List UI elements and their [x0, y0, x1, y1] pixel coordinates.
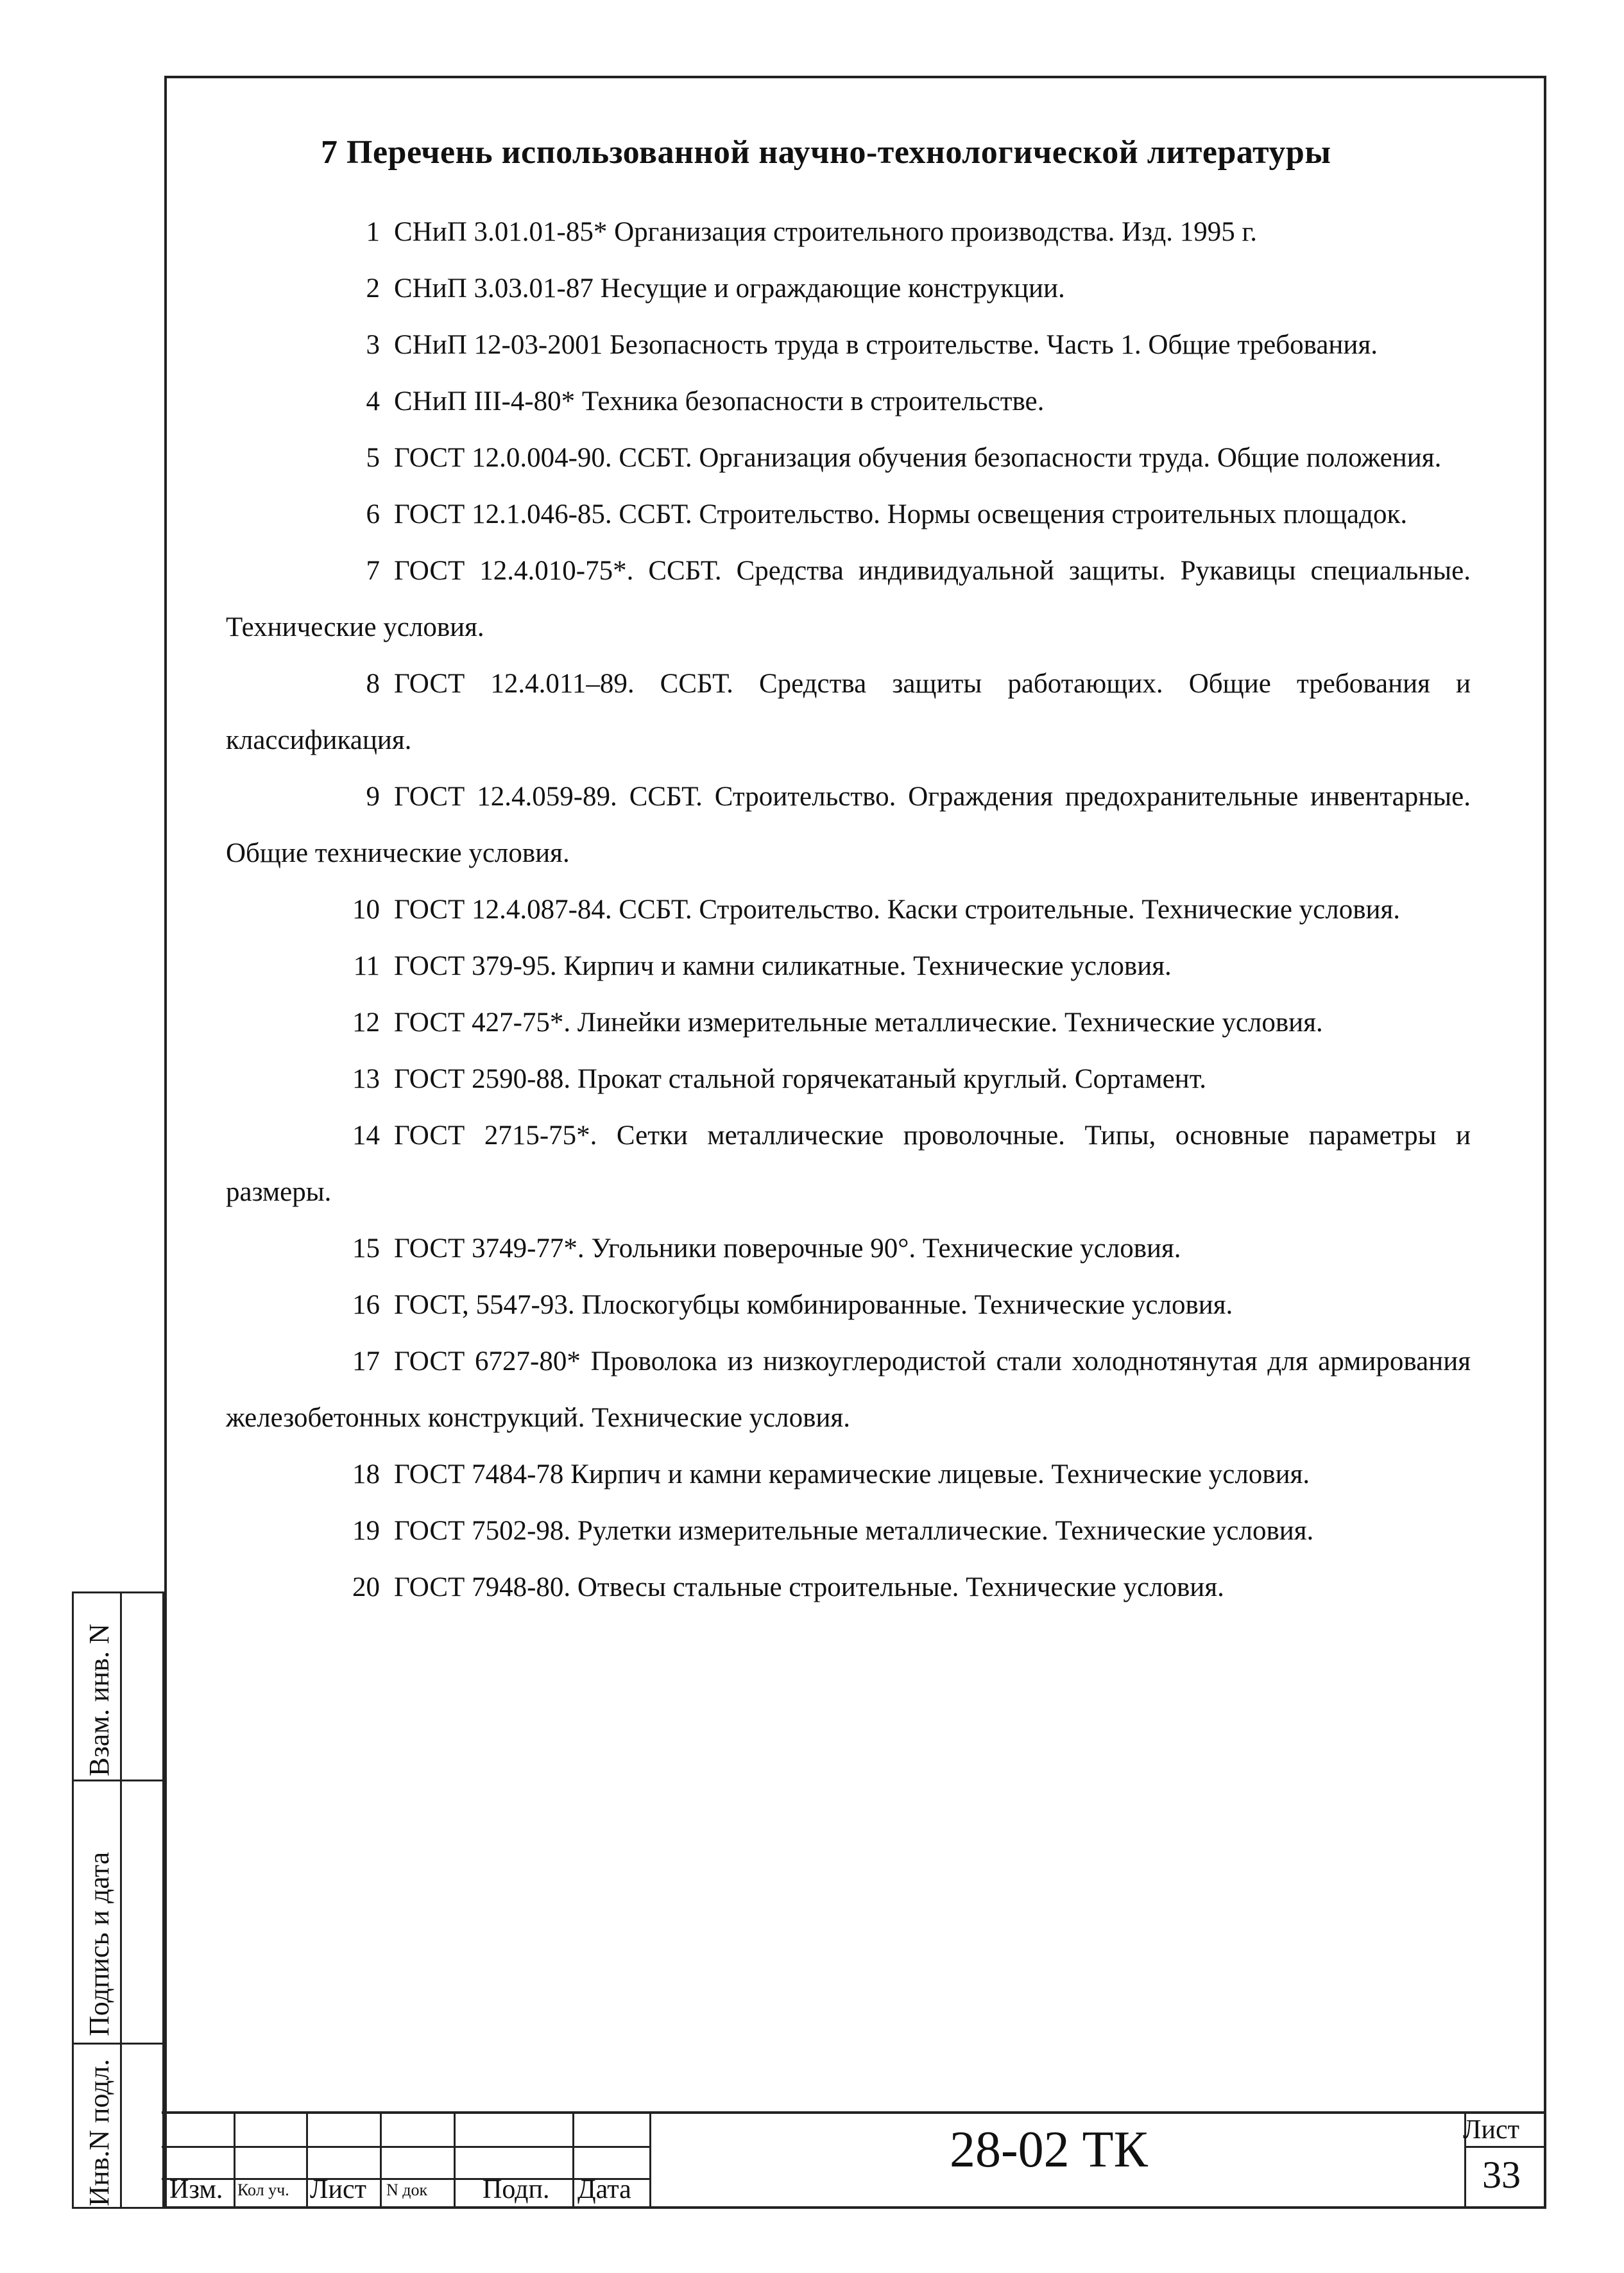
- n-dok-label: N док: [386, 2181, 428, 2199]
- vzam-inv-label: Взам. инв. N: [83, 1624, 115, 1776]
- reference-text: ГОСТ 12.4.059-89. ССБТ. Строительство. Ограждения предохранительные инвентарные. Общие технические условия.: [226, 782, 1471, 868]
- reference-number: 2: [366, 273, 380, 304]
- reference-item: [226, 317, 1471, 373]
- reference-item: [226, 486, 1471, 543]
- reference-text: ГОСТ, 5547-93. Плоскогубцы комбинированные. Технические условия.: [394, 1290, 1233, 1320]
- kol-uch-label: Кол уч.: [237, 2181, 289, 2199]
- binding-strip: [72, 1591, 164, 2209]
- reference-text: ГОСТ 3749-77*. Угольники поверочные 90°. Технические условия.: [394, 1233, 1181, 1264]
- reference-item: [226, 1051, 1471, 1108]
- reference-item: [226, 1503, 1471, 1559]
- reference-item: [226, 656, 1471, 769]
- reference-item: [226, 938, 1471, 995]
- reference-text: ГОСТ 7502-98. Рулетки измерительные металлические. Технические условия.: [394, 1516, 1314, 1546]
- reference-number: 3: [366, 330, 380, 360]
- reference-number: 5: [366, 443, 380, 473]
- reference-number: 4: [366, 386, 380, 416]
- reference-item: [226, 1108, 1471, 1221]
- reference-number: 7: [366, 556, 380, 586]
- reference-number: 12: [352, 1008, 380, 1038]
- reference-text: ГОСТ 7948-80. Отвесы стальные строительные. Технические условия.: [394, 1572, 1224, 1602]
- reference-number: 17: [352, 1346, 380, 1377]
- reference-item: [226, 1334, 1471, 1446]
- reference-number: 13: [352, 1064, 380, 1094]
- reference-number: 19: [352, 1516, 380, 1546]
- reference-item: [226, 1446, 1471, 1503]
- reference-item: [226, 1221, 1471, 1277]
- reference-text: СНиП 12-03-2001 Безопасность труда в строительстве. Часть 1. Общие требования.: [394, 330, 1378, 360]
- reference-item: [226, 1277, 1471, 1334]
- reference-number: 11: [353, 951, 380, 981]
- reference-item: [226, 430, 1471, 486]
- reference-number: 6: [366, 499, 380, 529]
- reference-text: ГОСТ 12.4.010-75*. ССБТ. Средства индивидуальной защиты. Рукавицы специальные. Технические условия.: [226, 556, 1471, 642]
- inv-podl-label: Инв.N подл.: [83, 2059, 115, 2206]
- reference-text: СНиП 3.01.01-85* Организация строительного производства. Изд. 1995 г.: [394, 217, 1258, 247]
- reference-number: 20: [352, 1572, 380, 1602]
- sheet-label: Лист: [1463, 2115, 1519, 2145]
- title-block: [162, 2111, 1546, 2209]
- reference-item: [226, 204, 1471, 261]
- list-label: Лист: [310, 2175, 366, 2204]
- reference-item: [226, 882, 1471, 938]
- reference-text: ГОСТ 7484-78 Кирпич и камни керамические лицевые. Технические условия.: [394, 1459, 1310, 1489]
- reference-number: 8: [366, 669, 380, 699]
- reference-text: ГОСТ 2715-75*. Сетки металлические проволочные. Типы, основные параметры и размеры.: [226, 1120, 1471, 1207]
- reference-list: [226, 204, 1471, 1616]
- reference-number: 10: [352, 895, 380, 925]
- reference-text: ГОСТ 12.1.046-85. ССБТ. Строительство. Нормы освещения строительных площадок.: [394, 499, 1408, 529]
- section-heading: 7 Перечень использованной научно-технологической литературы: [321, 134, 1331, 171]
- reference-text: ГОСТ 427-75*. Линейки измерительные металлические. Технические условия.: [394, 1008, 1323, 1038]
- reference-number: 18: [352, 1459, 380, 1489]
- reference-item: [226, 543, 1471, 656]
- reference-number: 14: [352, 1120, 380, 1151]
- reference-text: ГОСТ 12.4.011–89. ССБТ. Средства защиты работающих. Общие требования и классификация.: [226, 669, 1471, 755]
- reference-item: [226, 373, 1471, 430]
- sheet-number: 33: [1482, 2154, 1521, 2196]
- reference-number: 9: [366, 782, 380, 812]
- reference-item: [226, 1559, 1471, 1616]
- reference-number: 15: [352, 1233, 380, 1264]
- podp-label: Подп.: [483, 2175, 550, 2204]
- reference-text: ГОСТ 6727-80* Проволока из низкоуглеродистой стали холоднотянутая для армирования железобетонных конструкций. Технические условия.: [226, 1346, 1471, 1433]
- reference-text: ГОСТ 379-95. Кирпич и камни силикатные. Технические условия.: [394, 951, 1172, 981]
- reference-item: [226, 769, 1471, 882]
- reference-text: ГОСТ 12.4.087-84. ССБТ. Строительство. Каски строительные. Технические условия.: [394, 895, 1401, 925]
- reference-text: СНиП 3.03.01-87 Несущие и ограждающие конструкции.: [394, 273, 1065, 304]
- reference-number: 1: [366, 217, 380, 247]
- document-code: 28-02 ТК: [950, 2122, 1148, 2178]
- data-label: Дата: [577, 2175, 631, 2204]
- izm-label: Изм.: [169, 2175, 223, 2204]
- reference-item: [226, 261, 1471, 317]
- reference-item: [226, 995, 1471, 1051]
- reference-text: ГОСТ 2590-88. Прокат стальной горячекатаный круглый. Сортамент.: [394, 1064, 1207, 1094]
- reference-text: ГОСТ 12.0.004-90. ССБТ. Организация обучения безопасности труда. Общие положения.: [394, 443, 1442, 473]
- reference-text: СНиП III-4-80* Техника безопасности в строительстве.: [394, 386, 1045, 416]
- reference-number: 16: [352, 1290, 380, 1320]
- podpis-data-label: Подпись и дата: [83, 1851, 115, 2036]
